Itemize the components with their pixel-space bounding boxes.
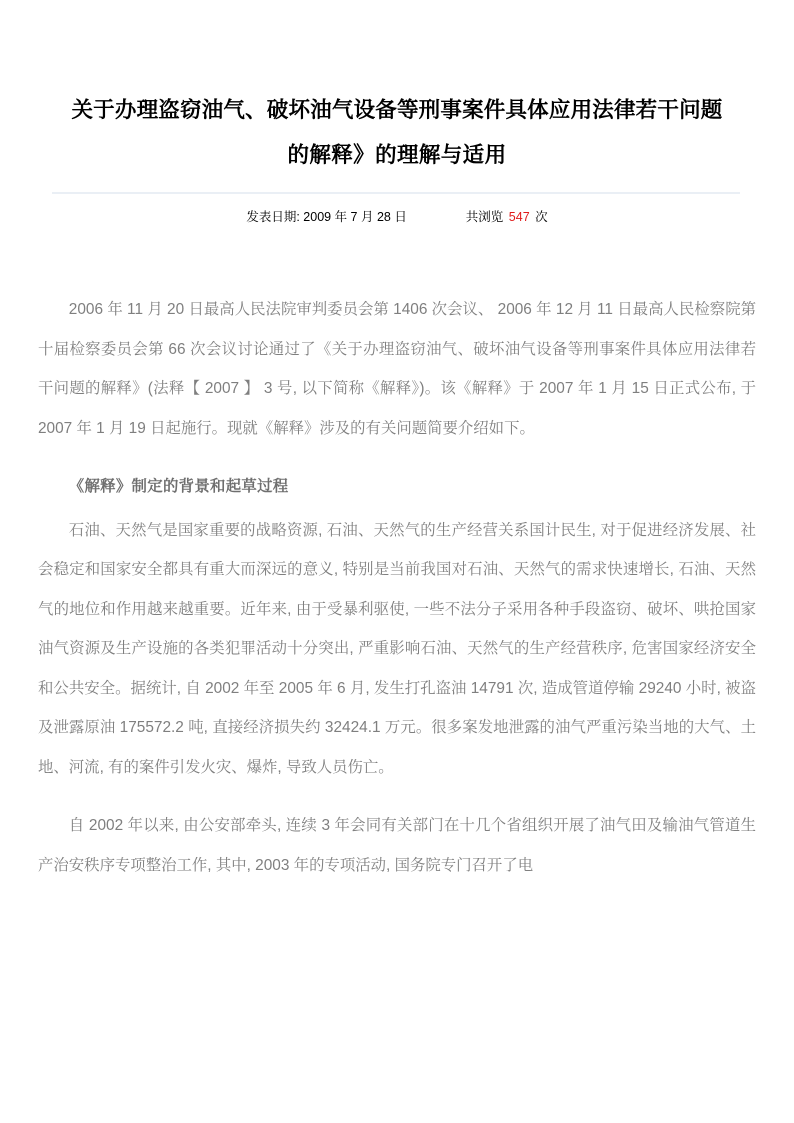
title-divider-wrapper (0, 192, 794, 195)
body-paragraph-2: 石油、天然气是国家重要的战略资源, 石油、天然气的生产经营关系国计民生, 对于促进经济发展、社会稳定和国家安全都具有重大而深远的意义, 特别是当前我国对石油、天然气的需求快速增长, 石油、天然气的地位和作用越来越重要。近年来, 由于受暴利驱使, 一些不法分子采用各种手段盗窃、破坏、哄抢国家油气资源及生产设施的各类犯罪活动十分突出, 严重影响石油、天然气的生产经营秩序, 危害国家经济安全和公共安全。据统计, 自 2002 年至 2005 年 6 月, 发生打孔盗油 14791 次, 造成管道停输 29240 小时, 被盗及泄露原油 175572.2 吨, 直接经济损失约 32424.1 万元。很多案发地泄露的油气严重污染当地的大气、土地、河流, 有的案件引发火灾、爆炸, 导致人员伤亡。 (38, 521, 756, 776)
page-title (0, 0, 794, 178)
publish-date-label: 发表日期: (246, 210, 300, 224)
body-paragraph-3: 自 2002 年以来, 由公安部牵头, 连续 3 年会同有关部门在十几个省组织开展了油气田及输油气管道生产治安秩序专项整治工作, 其中, 2003 年的专项活动, 国务院专门召开了电 (38, 817, 756, 874)
view-count-value: 547 (508, 210, 530, 224)
page-title-line-1: 关于办理盗窃油气、破坏油气设备等刑事案件具体应用法律若干问题 (71, 98, 723, 122)
body-paragraph-1: 2006 年 11 月 20 日最高人民法院审判委员会第 1406 次会议、 2006 年 12 月 11 日最高人民检察院第十届检察委员会第 66 次会议讨论通过了《关于办理盗窃油气、破坏油气设备等刑事案件具体应用法律若干问题的解释》(法释【 2007 】 3 号, 以下简称《解释》)。该《解释》于 2007 年 1 月 15 日正式公布, 于 2007 年 1 月 19 日起施行。现就《解释》涉及的有关问题简要介绍如下。 (38, 301, 756, 437)
publish-date-value: 2009 年 7 月 28 日 (303, 210, 407, 224)
title-divider (52, 192, 740, 194)
paragraph-spacer-2 (38, 794, 756, 806)
view-count-label: 共浏览 (465, 210, 504, 224)
section-heading-1: 《解释》制定的背景和起草过程 (68, 478, 289, 495)
page-title-line-2: 的解释》的理解与适用 (287, 143, 507, 167)
paragraph-spacer-1 (38, 455, 756, 467)
document-body (0, 226, 794, 885)
document-metadata (0, 195, 794, 226)
view-count-suffix: 次 (535, 210, 548, 224)
